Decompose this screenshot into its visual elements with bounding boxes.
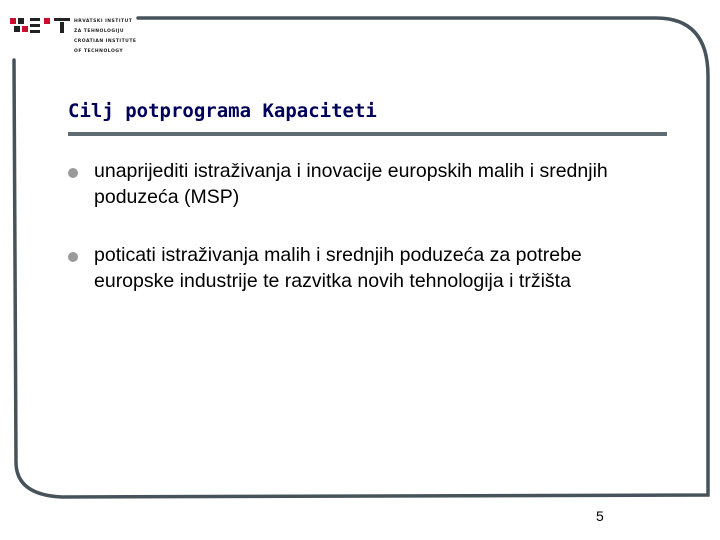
page-number: 5 (596, 508, 604, 524)
bullet-dot-icon (68, 252, 78, 262)
logo (10, 14, 150, 60)
logo-mark (10, 14, 70, 36)
logo-text (74, 17, 154, 57)
bullet-dot-icon (68, 168, 78, 178)
logo-line: ZA TEHNOLOGIJU (74, 29, 125, 34)
logo-line: OF TECHNOLOGY (74, 49, 124, 54)
logo-line: CROATIAN INSTITUTE (74, 39, 137, 44)
bullet-text: unaprijediti istraživanja i inovacije europskih malih i srednjih poduzeća (MSP) (94, 160, 608, 208)
bullet-text: poticati istraživanja malih i srednjih poduzeća za potrebe europske industrije te razvitka novih tehnologija i tržišta (94, 244, 582, 292)
list-item (60, 158, 660, 210)
list-item (60, 242, 660, 294)
title-rule (68, 132, 667, 136)
bullet-list (60, 158, 660, 294)
slide-title: Cilj potprograma Kapaciteti (68, 100, 377, 122)
logo-line: HRVATSKI INSTITUT (74, 19, 133, 24)
